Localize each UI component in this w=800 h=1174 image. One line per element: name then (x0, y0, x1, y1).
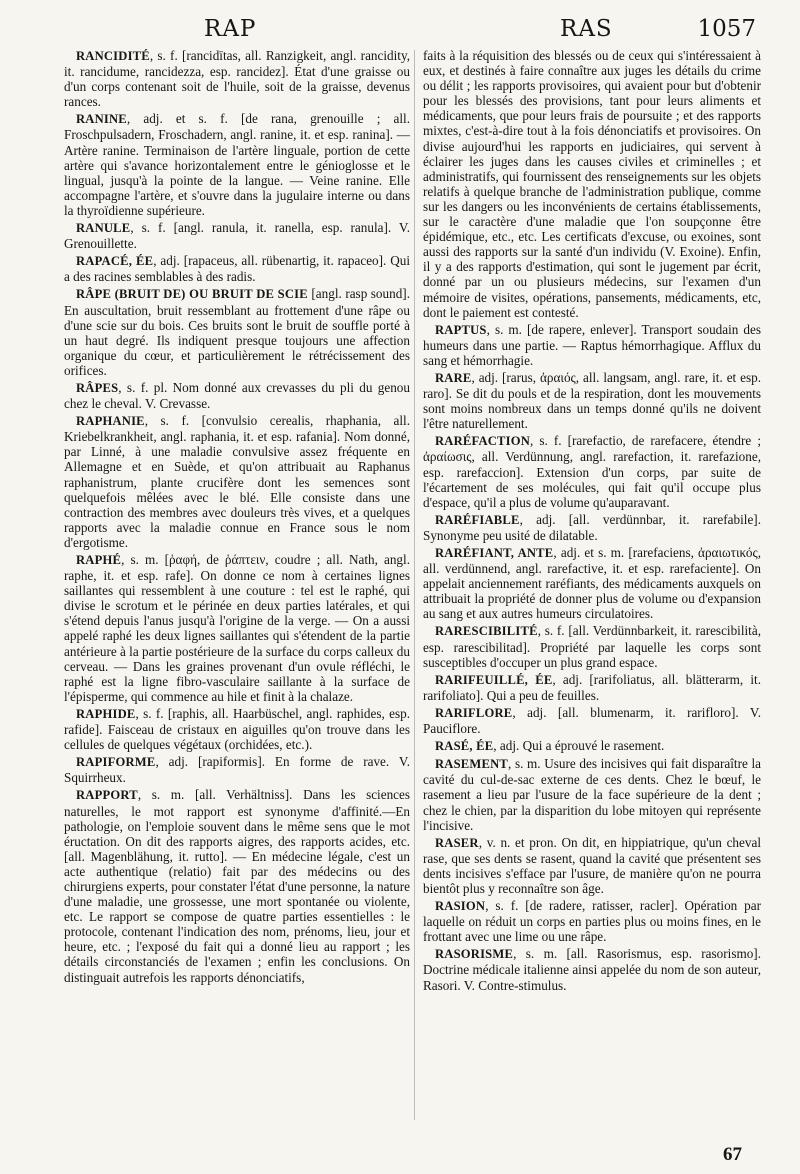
dictionary-entry (423, 756, 761, 832)
dictionary-entry (423, 545, 761, 621)
dictionary-entry (423, 512, 761, 543)
entry-headword: RÂPE (BRUIT DE) OU BRUIT DE SCIE (76, 287, 308, 302)
entry-headword: RASORISME (435, 947, 514, 962)
entry-definition: , s. f. [convulsio cerealis, rhaphania, all. Kriebelkrankheit, angl. raphania, it. et esp. rafania]. Nom donné, par Linné, à une maladie convulsive assez fréquente en Allemagne et en Suède, et qu'on attribuait au Raphanus raphanistrum, plante crucifère dont les semences sont quelquefois mêlées avec le blé. Elle consiste dans une contraction des membres avec douleurs très vives, et a quelques rapports avec la maladie connue en France sous le nom d'ergotisme. (64, 413, 410, 550)
entry-headword: RASER (435, 835, 479, 850)
entry-headword: RARÉFACTION (435, 434, 531, 449)
entry-definition: , adj. et s. f. [de rana, grenouille ; all. Froschpulsadern, Froschadern, angl. ranine, it. et esp. ranina]. — Artère ranine. Terminaison de l'artère linguale, portion de cette artère qui s'avance horizontalement entre le génioglosse et le lingual, jusqu'à la pointe de la langue. — Veine ranine. Elle accompagne l'artère, et s'ouvre dans la jugulaire interne ou dans la thyroïdienne supérieure. (64, 111, 410, 218)
entry-definition: , adj. Qui a éprouvé le rasement. (493, 738, 665, 754)
entry-definition: , v. n. et pron. On dit, en hippiatrique, qu'un cheval rase, que ses dents se rasent, quand la cavité que présentent ses dents incisives s'efface par l'usure, de manière qu'on ne pourra bientôt plus y reconnaître son âge. (423, 834, 761, 896)
entry-definition: , adj. [rapiformis]. En forme de rave. V. Squirrheux. (64, 754, 410, 786)
dictionary-entry (423, 370, 761, 431)
signature-folio: 67 (723, 1144, 742, 1165)
entry-headword: RARE (435, 370, 472, 385)
dictionary-entry (423, 623, 761, 669)
entry-definition: , s. f. pl. Nom donné aux crevasses du pli du genou chez le cheval. V. Crevasse. (64, 379, 410, 412)
entry-definition: , adj. [all. blumenarm, it. rarifloro]. V. Pauciflore. (423, 704, 761, 737)
entry-headword: RÂPES (76, 380, 119, 395)
entry-definition: , s. f. [de radere, ratisser, racler]. Opération par laquelle on réduit un corps en parties plus ou moins fines, en le frottant avec une lime ou une râpe. (423, 898, 761, 945)
dictionary-entry (423, 738, 761, 754)
entry-headword: RARESCIBILITÉ (435, 624, 538, 639)
entry-headword: RASÉ, ÉE (435, 739, 494, 754)
entry-headword: RARÉFIANT, ANTE (435, 546, 554, 560)
dictionary-entry (64, 48, 410, 109)
entry-definition: , adj. [rapaceus, all. rübenartig, it. rapaceo]. Qui a des racines semblables à des radis. (64, 253, 410, 285)
dictionary-entry (423, 672, 761, 703)
entry-headword: RAPTUS (435, 322, 487, 337)
entry-headword: RAPHÉ (76, 553, 122, 567)
header-left-guideword: RAP (204, 16, 257, 42)
entry-headword: RASION (435, 899, 486, 914)
entry-continuation (423, 48, 761, 320)
entry-headword: RANCIDITÉ (76, 49, 150, 63)
entry-definition: , s. m. [ῥαφή, de ῥάπτειν, coudre ; all. Nath, angl. raphe, it. et esp. rafe]. On donne ce nom à certaines lignes saillantes qui ressemblent à une couture : tel est le raphé, qui divise le scrotum et le périnée en deux parties latérales, et qui s'étend depuis l'anus jusqu'à l'origine de la verge. — On a aussi appelé raphé les deux lignes saillantes qui s'étendent de la partie antérieure à la partie postérieure de la surface du corps calleux du cerveau. — Dans les graines provenant d'un ovule réfléchi, le raphé est la ligne fibro-vasculaire saillante à la surface de l'épisperme, qui commence au hile et finit à la chalaze. (64, 552, 410, 704)
entry-definition: , s. f. [rancidītas, all. Ranzigkeit, angl. rancidity, it. rancidume, rancidezza, esp. rancidez]. État d'une graisse ou d'un corps contenant soit de l'huile, soit de la graisse, devenus rances. (64, 48, 410, 110)
entry-definition: , s. f. [rarefactio, de rarefacere, étendre ; ἀραίωσις, all. Verdünnung, angl. rarefaction, it. rarefazione, esp. rarefaccion]. Extension d'un corps, par suite de l'écartement de ses molécules, qui fait qu'il occupe plus d'espace, qu'il a plus de volume qu'auparavant. (423, 433, 761, 510)
entry-headword: RAPIFORME (76, 755, 156, 770)
entry-headword: RAPHIDE (76, 706, 136, 721)
dictionary-entry (64, 706, 410, 752)
dictionary-entry (64, 552, 410, 704)
entry-headword: RASEMENT (435, 757, 508, 772)
dictionary-entry (423, 705, 761, 736)
header-right-guideword: RAS (560, 16, 613, 42)
dictionary-entry (423, 946, 761, 992)
entry-headword: RANULE (76, 221, 131, 236)
dictionary-entry (64, 111, 410, 218)
dictionary-entry (64, 787, 410, 984)
dictionary-entry (423, 898, 761, 944)
entry-definition: , s. f. [all. Verdünnbarkeit, it. rarescibilità, esp. rarescibilitad]. Propriété par laquelle les corps sont susceptibles d'occuper un plus grand espace. (423, 623, 761, 670)
entry-definition: , s. m. Usure des incisives qui fait disparaître la cavité du cul-de-sac externe de ces dents. Chez le bœuf, le rasement a lieu par l'usure de la face supérieure de la dent ; chez le chien, par la disparition du lobe mitoyen qui représente l'incisive. (423, 756, 761, 833)
entry-definition: , s. m. [de rapere, enlever]. Transport soudain des humeurs dans une partie. — Raptus hémorrhagique. Afflux du sang et hémorrhagie. (423, 321, 761, 368)
dictionary-entry (423, 433, 761, 509)
entry-definition: , s. f. [angl. ranula, it. ranella, esp. ranula]. V. Grenouillette. (64, 220, 410, 252)
entry-definition: , s. f. [raphis, all. Haarbüschel, angl. raphides, esp. rafide]. Faisceau de cristaux en aiguilles qu'on trouve dans les cellules de quelques végétaux (orchidées, etc.). (64, 705, 410, 753)
dictionary-entry (64, 754, 410, 785)
column-divider (414, 50, 415, 1120)
entry-definition: , adj. [rarus, ἀραιός, all. langsam, angl. rare, it. et esp. raro]. Se dit du pouls et de la respiration, dont les mouvements sont moins nombreux dans un temps donné qu'ils ne doivent l'être naturellement. (423, 369, 761, 432)
entry-headword: RAPHANIE (76, 414, 145, 429)
dictionary-entry (64, 380, 410, 411)
dictionary-entry (64, 220, 410, 251)
entry-definition: , adj. et s. m. [rarefaciens, ἀραιωτικός, all. verdünnend, angl. rarefactive, it. et esp. rarefaciente]. On appelait anciennement raréfiants, des médicaments auxquels on attribuait la propriété de donner plus de volume ou d'expansion au sang et aux autres humeurs circulatoires. (423, 545, 761, 622)
entry-definition: [angl. rasp sound]. En auscultation, bruit ressemblant au frottement d'une râpe ou d'une scie sur du bois. Ces bruits sont le bruit de souffle porté à un haut degré. Ils indiquent presque toujours une affection organique du cœur, et particulièrement le rétrécissement des orifices. (64, 286, 410, 378)
running-header (0, 14, 800, 44)
entry-definition: , adj. [all. verdünnbar, it. rarefabile]. Synonyme peu usité de dilatable. (423, 511, 761, 543)
entry-headword: RARIFLORE (435, 705, 513, 720)
entry-headword: RARÉFIABLE (435, 512, 520, 527)
entry-headword: RAPPORT (76, 788, 138, 803)
dictionary-entry (64, 253, 410, 284)
entry-definition: , s. m. [all. Rasorismus, esp. rasorismo]. Doctrine médicale italienne ainsi appelée du nom de son auteur, Rasori. V. Contre-stimulus. (423, 946, 761, 993)
entry-definition: , s. m. [all. Verhältniss]. Dans les sciences naturelles, le mot rapport est synonyme d'affinité.—En pathologie, on l'emploie souvent dans le même sens que le mot éructation. On dit des rapports aigres, des rapports acides, etc. [all. Magenblähung, it. rutto]. — En médecine légale, c'est un acte authentique (relatio) fait par des médecins ou des chirurgiens experts, pour constater l'état d'une personne, la nature d'une maladie, une grossesse, une mort spontanée ou violente, etc. Le rapport se compose de quatre parties essentielles : le protocole, contenant l'indication des nom, prénoms, lieu, jour et heure, etc. ; l'exposé du fait qui a donné lieu au rapport ; les détails circonstanciés de l'examen ; enfin les conclusions. On distinguait autrefois les rapports dénonciatifs, (64, 787, 410, 985)
entry-headword: RARIFEUILLÉ, ÉE (435, 672, 553, 687)
dictionary-entry (423, 322, 761, 368)
left-column (64, 48, 410, 987)
entry-definition: faits à la réquisition des blessés ou de ceux qui s'intéressaient à eux, et destinés à faire connaître aux juges les détails du crime ou délit ; les rapports provisoires, qui avaient pour but d'obtenir pour les blessés des provisions, tant pour leurs aliments et médicaments, que pour leurs frais de poursuite ; et des rapports mixtes, c'est-à-dire tout à la fois dénonciatifs et provisoires. On divise aujourd'hui les rapports en judiciaires, qui servent à éclairer les juges dans les causes civiles et criminelles ; et administratifs, qui fournissent des renseignements sur les objets relatifs à quelque branche de l'administration publique, comme sur les dangers ou les inconvénients de certains établissements, sur le caractère d'une maladie que l'on soupçonne être épidémique, etc., etc. Les certificats d'excuse, ou exoines, sont aussi des rapports sur la santé d'un individu (V. Exoine). Enfin, il y a des rapports d'estimation, qui sont le jugement par écrit, donné par un ou plusieurs médecins, sur l'examen d'un mémoire de visites, opérations, pansements, médicaments, etc, dont le paiement est contesté. (423, 48, 761, 320)
entry-headword: RAPACÉ, ÉE (76, 254, 154, 269)
dictionary-entry (64, 413, 410, 550)
entry-headword: RANINE (76, 112, 127, 127)
page-number: 1057 (697, 16, 756, 42)
dictionary-entry (64, 286, 410, 378)
dictionary-entry (423, 835, 761, 896)
right-column (423, 48, 761, 995)
entry-definition: , adj. [rarifoliatus, all. blätterarm, it. rarifoliato]. Qui a peu de feuilles. (423, 671, 761, 703)
